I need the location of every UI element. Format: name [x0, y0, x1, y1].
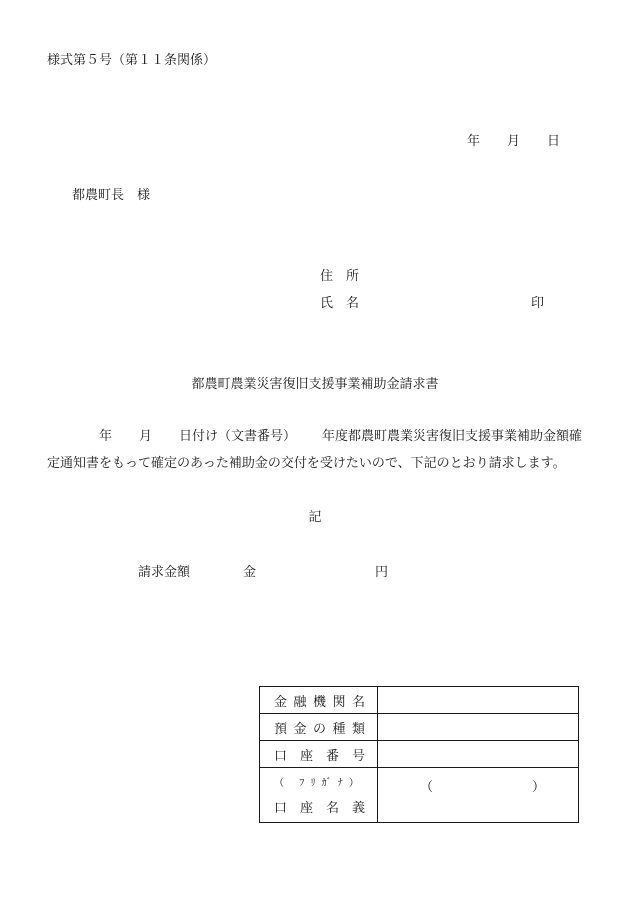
bank-table-row	[260, 741, 579, 768]
addressee: 都農町長 様	[72, 188, 151, 203]
address-label: 住 所	[320, 269, 360, 284]
account-holder-field[interactable]	[378, 768, 579, 823]
date-day-label: 日	[547, 134, 561, 149]
account-holder-label-cell	[260, 768, 378, 823]
institution-name-label: 金融機関名	[260, 687, 378, 714]
deposit-type-field[interactable]	[378, 714, 579, 741]
furigana-label: （ ﾌﾘｶﾞﾅ）	[274, 778, 365, 789]
bank-table-row	[260, 768, 579, 823]
bank-table-row	[260, 687, 579, 714]
bank-table-row	[260, 714, 579, 741]
date-month-label: 月	[507, 134, 521, 149]
body-month: 月	[139, 429, 153, 444]
deposit-type-label: 預金の種類	[260, 714, 378, 741]
seal-label: 印	[531, 296, 545, 311]
body-fiscal-text: 年度都農町農業災害復旧支援事業補助金額確	[322, 429, 583, 444]
account-holder-label: 口座名義	[274, 801, 365, 816]
name-label: 氏 名	[320, 296, 360, 311]
account-number-label: 口座番号	[260, 741, 378, 768]
institution-name-field[interactable]	[378, 687, 579, 714]
claim-amount-unit: 円	[375, 565, 389, 580]
body-date-reference: 日付け（文書番号）	[179, 429, 297, 444]
form-number: 様式第５号（第１１条関係）	[47, 53, 217, 68]
furigana-close-paren: ）	[532, 780, 546, 795]
body-text-line-2: 定通知書をもって確定のあった補助金の交付を受けたいので、下記のとおり請求します。	[47, 456, 566, 471]
body-text-line-1	[47, 430, 607, 444]
claim-amount-prefix: 金	[243, 565, 257, 580]
record-mark: 記	[308, 510, 322, 525]
account-number-field[interactable]	[378, 741, 579, 768]
furigana-open-paren: （	[420, 780, 434, 795]
claim-amount-label: 請求金額	[138, 565, 191, 580]
body-year: 年	[99, 429, 113, 444]
bank-account-table	[259, 686, 579, 823]
document-title: 都農町農業災害復旧支援事業補助金請求書	[191, 377, 439, 392]
date-year-label: 年	[467, 134, 481, 149]
